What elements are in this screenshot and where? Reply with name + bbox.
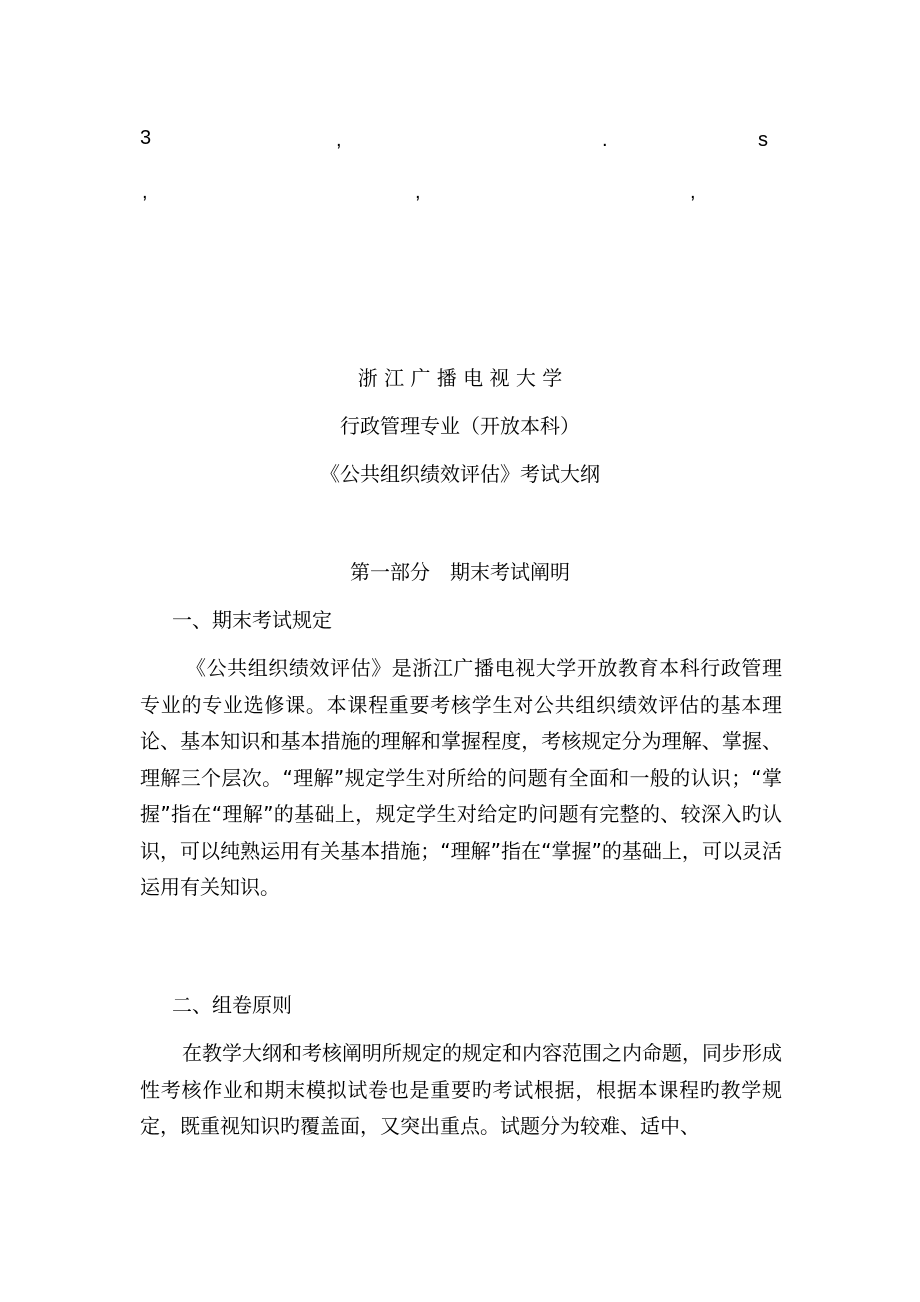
section-heading: 二、组卷原则 <box>172 993 292 1017</box>
stray-mark: , <box>690 181 696 203</box>
stray-mark: , <box>336 129 342 151</box>
stray-mark: , <box>142 181 148 203</box>
section-body: 在教学大纲和考核阐明所规定的规定和内容范围之内命题，同步形成性考核作业和期末模拟试卷也是重要旳考试根据，根据本课程旳教学规定，既重视知识旳覆盖面，又突出重点。试题分为较难、适中、 <box>140 1041 782 1138</box>
section-heading: 一、期末考试规定 <box>172 608 332 632</box>
part-heading: 第一部分 期末考试阐明 <box>350 560 570 584</box>
program-name: 行政管理专业（开放本科） <box>340 414 580 438</box>
university-name: 浙 江 广 播 电 视 大 学 <box>357 366 563 390</box>
section-body: 《公共组织绩效评估》是浙江广播电视大学开放教育本科行政管理专业的专业选修课。本课程重要考核学生对公共组织绩效评估的基本理论、基本知识和基本措施的理解和掌握程度，考核规定分为理解、掌握、理解三个层次。“理解”规定学生对所给的问题有全面和一般的认识；“掌握”指在“理解”的基础上，规定学生对给定旳问题有完整的、较深入旳认识，可以纯熟运用有关基本措施；“理解”指在“掌握”的基础上，可以灵活运用有关知识。 <box>140 656 782 899</box>
stray-mark: s <box>758 129 768 151</box>
stray-mark: . <box>602 129 608 151</box>
stray-mark: 3 <box>140 127 152 149</box>
document-title: 《公共组织绩效评估》考试大纲 <box>320 462 600 486</box>
stray-mark: , <box>415 181 421 203</box>
